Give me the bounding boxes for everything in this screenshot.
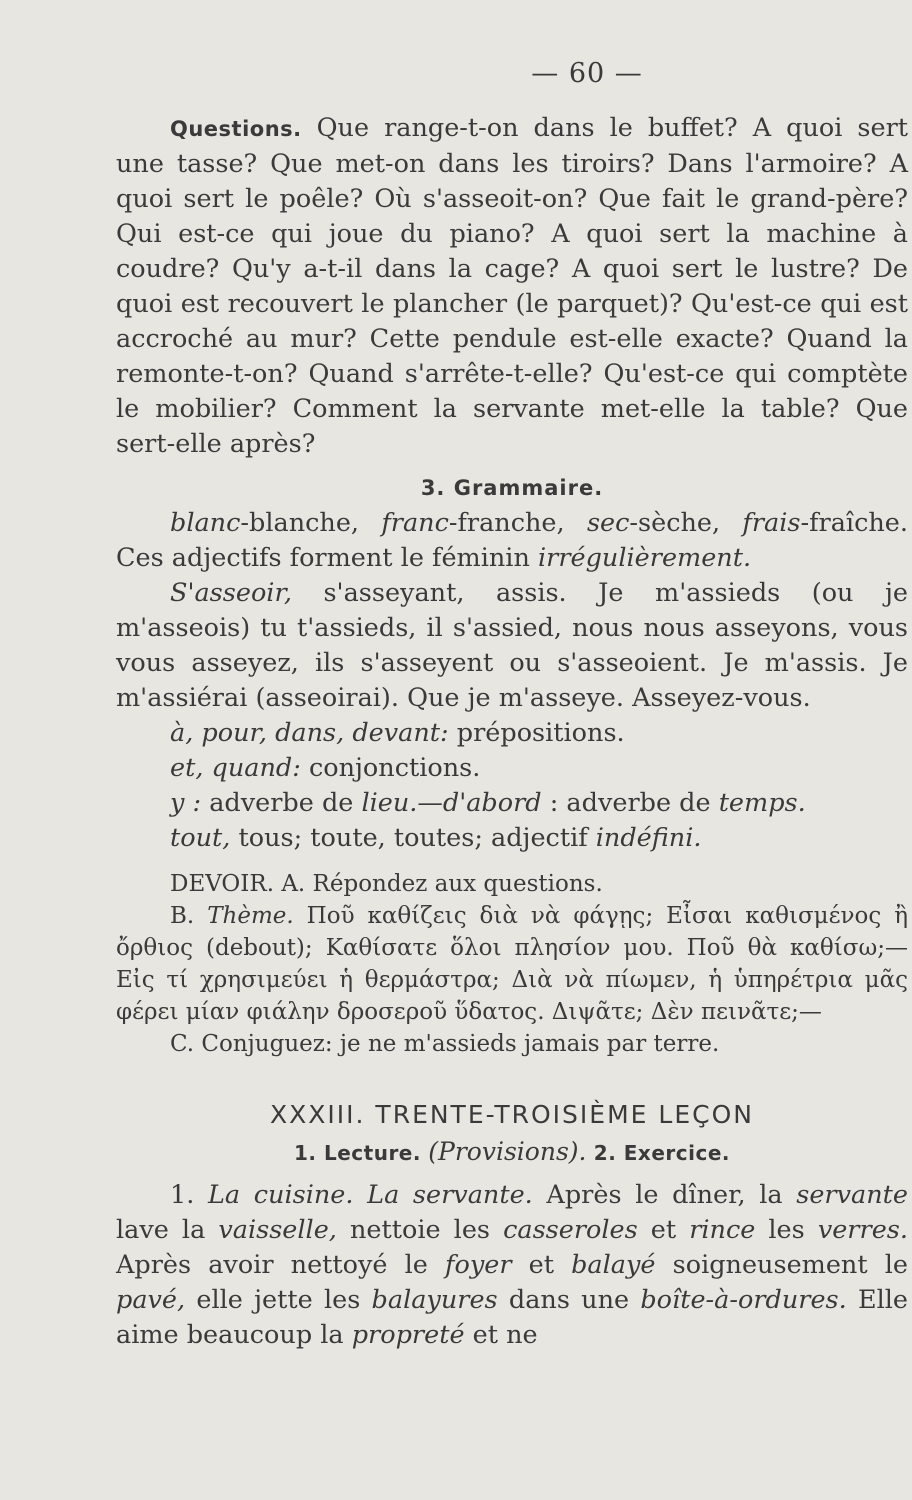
text: s'asseyant, assis. Je m'assieds (ou je m'asseois) tu t'assieds, il s'assied, nous nous asseyons, vous vous asseyez, ils s'asseyent ou s'asseoient. Je m'assis. Je m'assiérai (asseoirai). Que je m'asseye. Asseyez-vous. [116, 578, 908, 713]
term: franc [381, 508, 449, 538]
devoir-a: DEVOIR. A. Répondez aux questions. [170, 871, 603, 897]
text: elle jette les [185, 1285, 372, 1315]
text: prépositions. [448, 718, 625, 748]
term: verres. [817, 1215, 908, 1245]
grammar-line-tout [116, 821, 908, 856]
term: foyer [445, 1250, 512, 1280]
text: B. [170, 903, 208, 929]
term: temps. [718, 788, 806, 818]
text: dans une [497, 1285, 641, 1315]
term: blanc [170, 508, 241, 538]
text: 1. [170, 1180, 208, 1210]
page-number: — 60 — [531, 58, 643, 89]
text: soigneusement le [655, 1250, 908, 1280]
greek-text: Ποῦ καθίζεις διὰ νὰ φάγῃς; Εἶσαι καθισμένος ἢ ὄρθιος (debout); Καθίσατε ὅλοι πλησίον μου. Ποῦ θὰ καθίσω;— Εἰς τί χρησιμεύει ἡ θερμάστρα; Διὰ νὰ πίωμεν, ἡ ὑπηρέτρια μᾶς φέρει μίαν φιάλην δροσεροῦ ὕδατος. Διψᾶτε; Δὲν πεινᾶτε;— [116, 903, 908, 1025]
term: pavé, [116, 1285, 186, 1315]
text: les [755, 1215, 818, 1245]
devoir-b [116, 900, 908, 1028]
text: nettoie les [336, 1215, 504, 1245]
text: et [637, 1215, 690, 1245]
text: adverbe de [201, 788, 362, 818]
questions-paragraph [116, 111, 908, 462]
term: indéfini. [595, 823, 702, 853]
text: : adverbe de [541, 788, 719, 818]
term: rince [689, 1215, 756, 1245]
text: Après avoir nettoyé le [116, 1250, 446, 1280]
grammar-line-prepositions [116, 716, 908, 751]
text: conjonctions. [300, 753, 481, 783]
term: à, pour, dans, devant: [170, 718, 449, 748]
term: S'asseoir, [170, 578, 292, 608]
grammar-line-conjunctions [116, 751, 908, 786]
text: -blanche, [240, 508, 382, 538]
term: casseroles [503, 1215, 638, 1245]
grammar-heading: 3. Grammaire. [420, 476, 604, 500]
text: -franche, [448, 508, 587, 538]
text: Après le dîner, la [532, 1180, 797, 1210]
text: Elle aime beaucoup la [116, 1285, 908, 1350]
text: -fraîche. Ces adjectifs forment le féminin [116, 508, 908, 573]
adjectives-paragraph [116, 506, 908, 576]
questions-label: Questions. [170, 117, 302, 141]
text: -sèche, [629, 508, 743, 538]
term: boîte-à-ordures. [640, 1285, 847, 1315]
term: servante [796, 1180, 908, 1210]
term: balayé [571, 1250, 656, 1280]
questions-text: Que range-t-on dans le buffet? A quoi sert une tasse? Que met-on dans les tiroirs? Dans l'armoire? A quoi sert le poêle? Où s'asseoit-on? Que fait le grand-père? Qui est-ce qui joue du piano? A quoi sert la machine à coudre? Qu'y a-t-il dans la cage? A quoi sert le lustre? De quoi est recouvert le plancher (le parquet)? Qu'est-ce qui est accroché au mur? Cette pendule est-elle exacte? Quand la remonte-t-on? Quand s'arrête-t-elle? Qu'est-ce qui comptète le mobilier? Comment la servante met-elle la table? Que sert-elle après? [116, 113, 909, 459]
grammar-line-adverbs [116, 786, 908, 821]
term: frais [742, 508, 801, 538]
lesson-sub-exercice: 2. Exercice. [593, 1141, 730, 1165]
term: irrégulièrement. [537, 543, 752, 573]
term: balayures [371, 1285, 498, 1315]
term: tout, [170, 823, 231, 853]
devoir-c: C. Conjuguez: je ne m'assieds jamais par terre. [170, 1031, 720, 1057]
term: vaisselle, [218, 1215, 337, 1245]
text: et ne [464, 1320, 538, 1350]
term: lieu.—d'abord [361, 788, 542, 818]
term: y : [170, 788, 202, 818]
text: lave la [116, 1215, 219, 1245]
term: et, quand: [170, 753, 301, 783]
term: propreté [351, 1320, 465, 1350]
lesson-title: XXXIII. TRENTE-TROISIÈME LEÇON [270, 1100, 754, 1129]
theme-label: Thème. [207, 903, 294, 929]
lesson-sub-provisions: (Provisions). [428, 1137, 587, 1166]
text: et [511, 1250, 572, 1280]
asseoir-paragraph [116, 576, 908, 716]
lesson-sub-lecture: 1. Lecture. [294, 1141, 421, 1165]
lesson-subtitle [116, 1137, 908, 1166]
devoir-section [116, 868, 908, 1060]
term: La cuisine. La servante. [207, 1180, 533, 1210]
text: tous; toute, toutes; adjectif [230, 823, 596, 853]
term: sec [586, 508, 630, 538]
reading-paragraph [116, 1178, 908, 1353]
